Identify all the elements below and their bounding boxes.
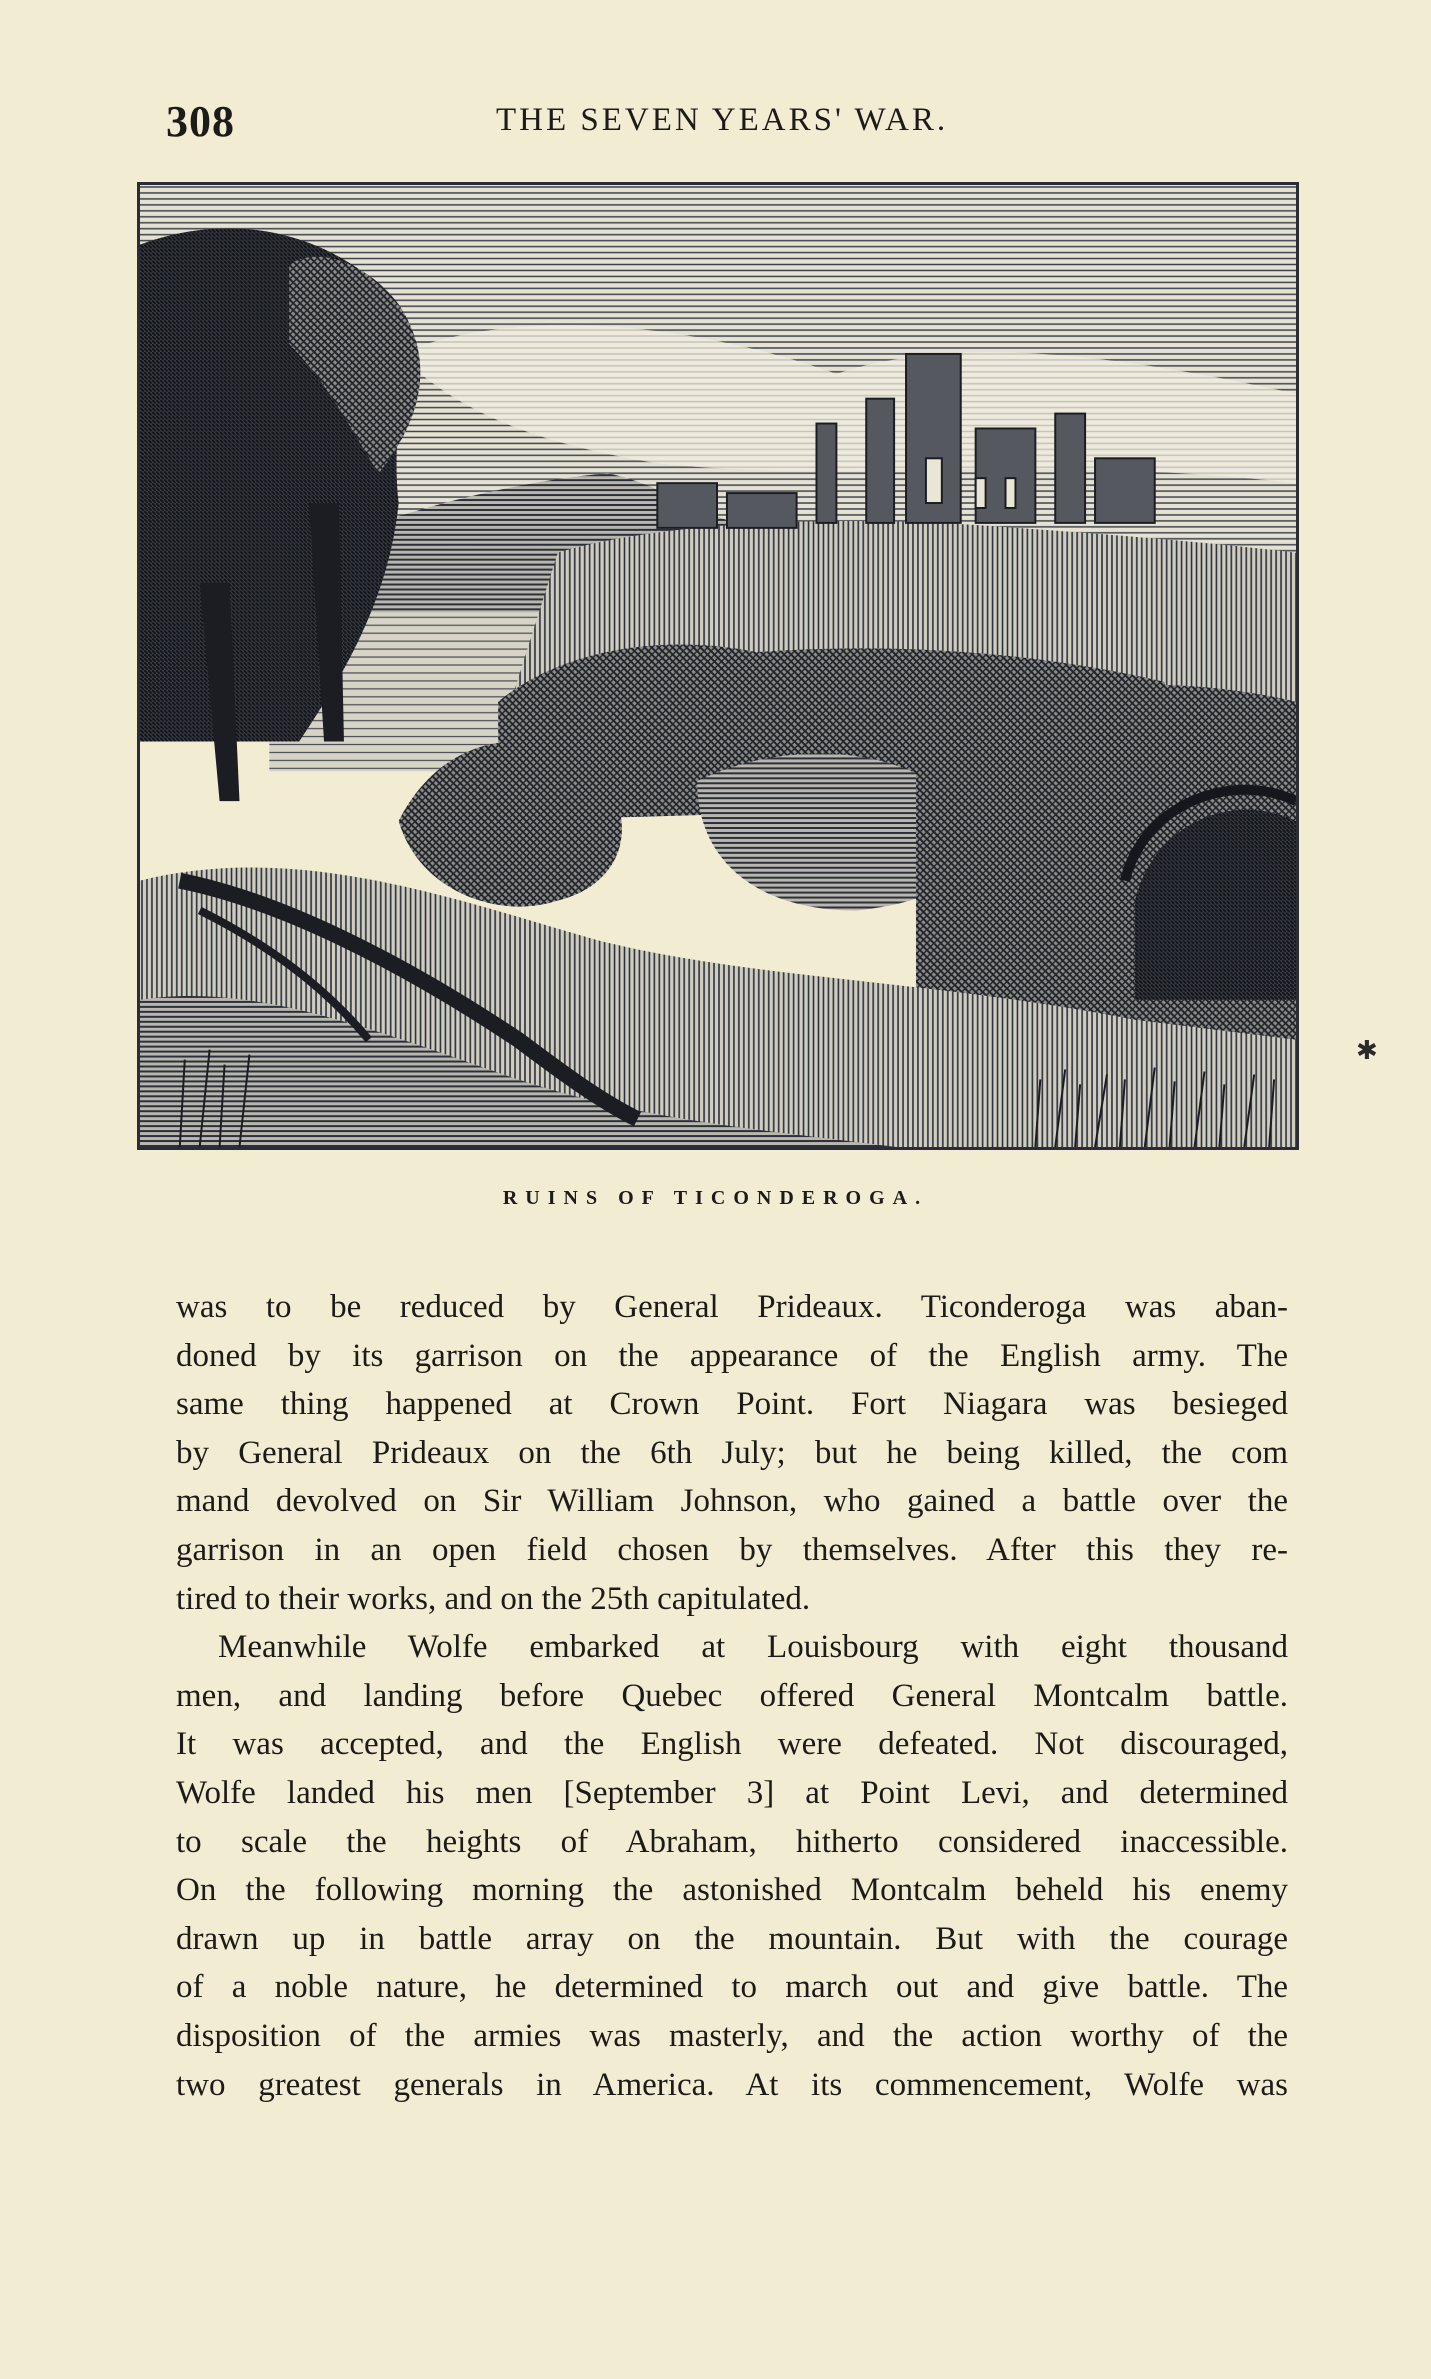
text-line: drawn up in battle array on the mountain. But with the courage bbox=[176, 1920, 1288, 1957]
text-line: two greatest generals in America. At its commencement, Wolfe was bbox=[176, 2066, 1288, 2103]
text-line: by General Prideaux on the 6th July; but he being killed, the com bbox=[176, 1434, 1288, 1471]
text-line: same thing happened at Crown Point. Fort Niagara was besieged bbox=[176, 1386, 1288, 1423]
text-line: It was accepted, and the English were defeated. Not discouraged, bbox=[176, 1726, 1288, 1763]
page-number: 308 bbox=[166, 97, 235, 146]
text-line: tired to their works, and on the 25th capitulated. bbox=[176, 1580, 811, 1617]
engraving-ruins-of-ticonderoga bbox=[137, 182, 1299, 1150]
text-line: men, and landing before Quebec offered General Montcalm battle. bbox=[176, 1677, 1288, 1714]
text-line: Wolfe landed his men [September 3] at Point Levi, and determined bbox=[176, 1774, 1288, 1811]
text-line: doned by its garrison on the appearance of the English army. The bbox=[176, 1337, 1288, 1374]
stray-ink-mark: ✱ bbox=[1356, 1036, 1378, 1065]
text-line: disposition of the armies was masterly, and the action worthy of the bbox=[176, 2017, 1288, 2054]
text-line: garrison in an open field chosen by themselves. After this they re- bbox=[176, 1531, 1288, 1568]
text-line: Meanwhile Wolfe embarked at Louisbourg with eight thousand bbox=[218, 1629, 1288, 1666]
text-line: to scale the heights of Abraham, hitherto considered inaccessible. bbox=[176, 1823, 1288, 1860]
engraving-illustration bbox=[140, 185, 1296, 1147]
running-title: THE SEVEN YEARS' WAR. bbox=[496, 102, 949, 138]
text-line: mand devolved on Sir William Johnson, who gained a battle over the bbox=[176, 1483, 1288, 1520]
text-line: of a noble nature, he determined to march out and give battle. The bbox=[176, 1969, 1288, 2006]
text-line: On the following morning the astonished Montcalm beheld his enemy bbox=[176, 1872, 1288, 1909]
body-text bbox=[176, 1283, 1288, 2109]
figure-caption: RUINS OF TICONDEROGA. bbox=[502, 1187, 929, 1209]
page-header bbox=[0, 96, 1431, 156]
text-line: was to be reduced by General Prideaux. Ticonderoga was aban- bbox=[176, 1289, 1288, 1325]
